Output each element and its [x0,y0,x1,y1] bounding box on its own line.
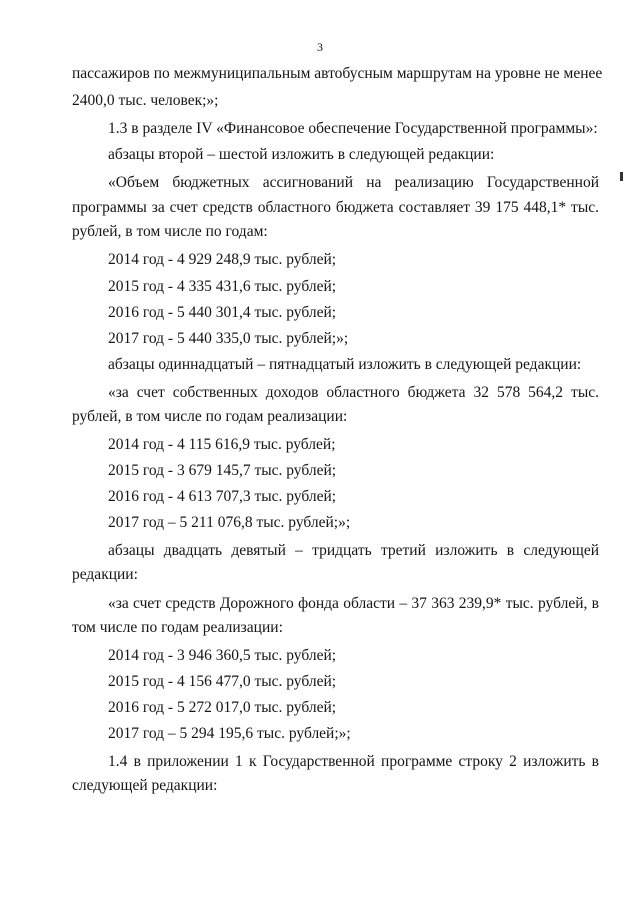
text-line: 2014 год - 4 115 616,9 тыс. рублей; [108,436,336,453]
text-line: 1.3 в разделе IV «Финансовое обеспечение Государственной программы»: [108,120,598,137]
text-line: «за счет собственных доходов областного бюджета 32 578 564,2 тыс. [108,384,599,401]
text-line: редакции: [72,566,138,583]
text-line: 2016 год - 4 613 707,3 тыс. рублей; [108,488,337,505]
text-line: абзацы второй – шестой изложить в следующей редакции: [108,146,495,163]
text-line: 2400,0 тыс. человек;»; [72,92,219,109]
text-line: том числе по годам реализации: [72,619,283,636]
text-line: 2017 год – 5 294 195,6 тыс. рублей;»; [108,725,351,742]
text-line: 2015 год - 4 335 431,6 тыс. рублей; [108,278,337,295]
page-number: 3 [317,40,323,54]
text-line: 2014 год - 3 946 360,5 тыс. рублей; [108,647,337,664]
text-line: 2014 год - 4 929 248,9 тыс. рублей; [108,251,337,268]
text-line: «Объем бюджетных ассигнований на реализацию Государственной [108,174,599,191]
text-line: пассажиров по межмуниципальным автобусным маршрутам на уровне не менее [72,65,603,82]
text-line: абзацы одиннадцатый – пятнадцатый изложить в следующей редакции: [108,356,582,373]
text-line: 2016 год - 5 272 017,0 тыс. рублей; [108,699,337,716]
text-line: «за счет средств Дорожного фонда области – 37 363 239,9* тыс. рублей, в [108,595,599,612]
text-line: 2017 год – 5 211 076,8 тыс. рублей;»; [108,514,351,531]
text-line: 2017 год - 5 440 335,0 тыс. рублей;»; [108,330,349,347]
text-line: 1.4 в приложении 1 к Государственной программе строку 2 изложить в [108,753,599,770]
text-line: 2015 год - 3 679 145,7 тыс. рублей; [108,462,337,479]
text-line: 2015 год - 4 156 477,0 тыс. рублей; [108,673,337,690]
text-line: рублей, в том числе по годам: [72,223,268,240]
text-line: рублей, в том числе по годам реализации: [72,408,348,425]
text-line: программы за счет средств областного бюджета составляет 39 175 448,1* тыс. [72,199,599,216]
scan-mark [620,172,623,181]
text-line: абзацы двадцать девятый – тридцать третий изложить в следующей [108,542,599,559]
text-line: следующей редакции: [72,777,218,794]
text-line: 2016 год - 5 440 301,4 тыс. рублей; [108,304,337,321]
